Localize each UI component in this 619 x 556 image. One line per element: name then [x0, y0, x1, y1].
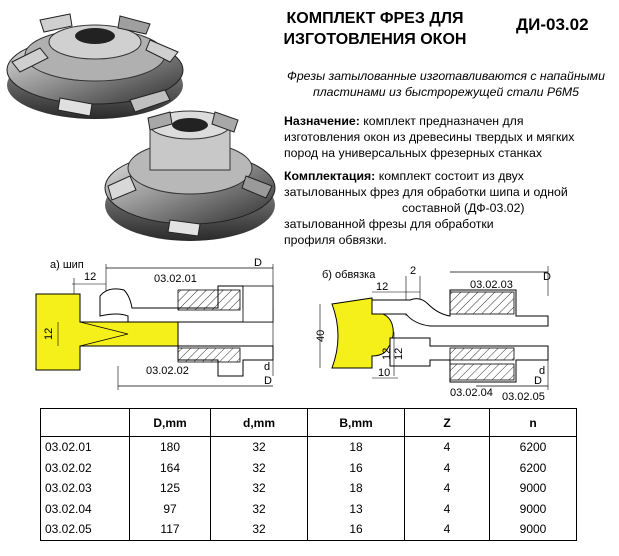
cell-D: 180 [130, 437, 211, 458]
cell-n: 9000 [490, 499, 577, 520]
cell-d: 32 [211, 478, 308, 499]
col-header-part [41, 409, 130, 437]
diagram-a-dim-12-side: 12 [43, 327, 55, 340]
cell-B: 16 [308, 458, 405, 479]
cutter-illustrations [0, 0, 280, 250]
diagram-a-tenon [28, 256, 283, 394]
cell-D: 164 [130, 458, 211, 479]
cell-part: 03.02.04 [41, 499, 130, 520]
cutter-upper-image [7, 14, 183, 119]
cell-part: 03.02.01 [41, 437, 130, 458]
cell-Z: 4 [405, 519, 490, 540]
diagram-b-dim-40: 40 [315, 329, 327, 342]
diagram-a-part-bottom: 03.02.02 [146, 365, 189, 377]
diagram-b-part-top: 03.02.03 [470, 279, 513, 291]
product-code: ДИ-03.02 [516, 15, 589, 34]
cell-Z: 4 [405, 458, 490, 479]
cell-B: 13 [308, 499, 405, 520]
cell-part: 03.02.02 [41, 458, 130, 479]
diagram-b-dim-D-bottom: D [534, 375, 542, 387]
col-header-B: B,mm [308, 409, 405, 437]
diagram-b-dim-10: 10 [378, 367, 391, 379]
cell-d: 32 [211, 458, 308, 479]
cell-Z: 4 [405, 499, 490, 520]
intro-line-2: пластинами из быстрорежущей стали Р6М5 [312, 85, 580, 99]
cell-n: 6200 [490, 437, 577, 458]
kit-label: Комплектация: [284, 169, 376, 183]
cell-Z: 4 [405, 478, 490, 499]
intro-text [278, 68, 614, 100]
table-row [41, 437, 577, 458]
purpose-line-3: пород на универсальных фрезерных станках [284, 146, 542, 160]
kit-line-2: затылованных фрез для обработки шипа и одной [284, 185, 568, 199]
intro-line-1: Фрезы затылованные изготавливаются с напайными [287, 69, 605, 83]
diagram-b-dim-d: d [539, 365, 546, 377]
cell-B: 16 [308, 519, 405, 540]
purpose-label: Назначение: [284, 114, 360, 128]
kit-line-4: затылованной фрезы для обработки [284, 217, 494, 231]
spec-table [40, 408, 577, 541]
cell-n: 6200 [490, 458, 577, 479]
diagram-a-dim-12-top: 12 [84, 271, 97, 283]
diagram-b-dim-12b: 12 [393, 347, 405, 360]
cell-B: 18 [308, 478, 405, 499]
cell-D: 125 [130, 478, 211, 499]
diagram-b-caption: б) обвязка [322, 269, 376, 281]
cell-part: 03.02.03 [41, 478, 130, 499]
cell-D: 117 [130, 519, 211, 540]
cell-d: 32 [211, 519, 308, 540]
col-header-n: n [490, 409, 577, 437]
table-row [41, 478, 577, 499]
cell-n: 9000 [490, 478, 577, 499]
diagram-b-dim-2: 2 [410, 265, 417, 277]
cell-part: 03.02.05 [41, 519, 130, 540]
kit-line-5: профиля обвязки. [284, 233, 387, 247]
kit-section [284, 168, 616, 248]
col-header-D: D,mm [130, 409, 211, 437]
diagram-a-dim-d: d [264, 361, 271, 373]
diagram-a-part-top: 03.02.01 [154, 273, 197, 285]
cell-D: 97 [130, 499, 211, 520]
purpose-section [284, 113, 616, 161]
col-header-Z: Z [405, 409, 490, 437]
kit-line-3: составной (ДФ-03.02) [402, 201, 525, 215]
diagram-a-caption: а) шип [50, 259, 84, 271]
kit-line-1: комплект состоит из двух [375, 169, 524, 183]
cell-d: 32 [211, 437, 308, 458]
cell-Z: 4 [405, 437, 490, 458]
spec-table-header [41, 409, 577, 437]
table-row [41, 499, 577, 520]
diagram-b-part-bottom-left: 03.02.04 [450, 387, 493, 399]
cutter-lower-image [105, 111, 275, 241]
purpose-line-2: изготовления окон из древесины твердых и мягких [284, 130, 575, 144]
diagram-a-dim-D-bottom: D [264, 375, 272, 387]
page-title [250, 8, 500, 50]
diagram-b-frame [310, 256, 560, 406]
title-line-1: КОМПЛЕКТ ФРЕЗ ДЛЯ [286, 10, 464, 27]
purpose-line-1: комплект предназначен для [359, 114, 524, 128]
diagram-b-dim-12a: 12 [381, 347, 393, 360]
diagram-b-dim-12: 12 [376, 281, 389, 293]
diagram-b-dim-D-top: D [543, 271, 551, 283]
diagram-b-part-bottom-right: 03.02.05 [502, 391, 545, 403]
cell-B: 18 [308, 437, 405, 458]
diagram-a-dim-D-top: D [254, 257, 262, 269]
col-header-d: d,mm [211, 409, 308, 437]
cell-n: 9000 [490, 519, 577, 540]
table-row [41, 458, 577, 479]
cell-d: 32 [211, 499, 308, 520]
title-line-2: ИЗГОТОВЛЕНИЯ ОКОН [283, 31, 467, 48]
table-row [41, 519, 577, 540]
